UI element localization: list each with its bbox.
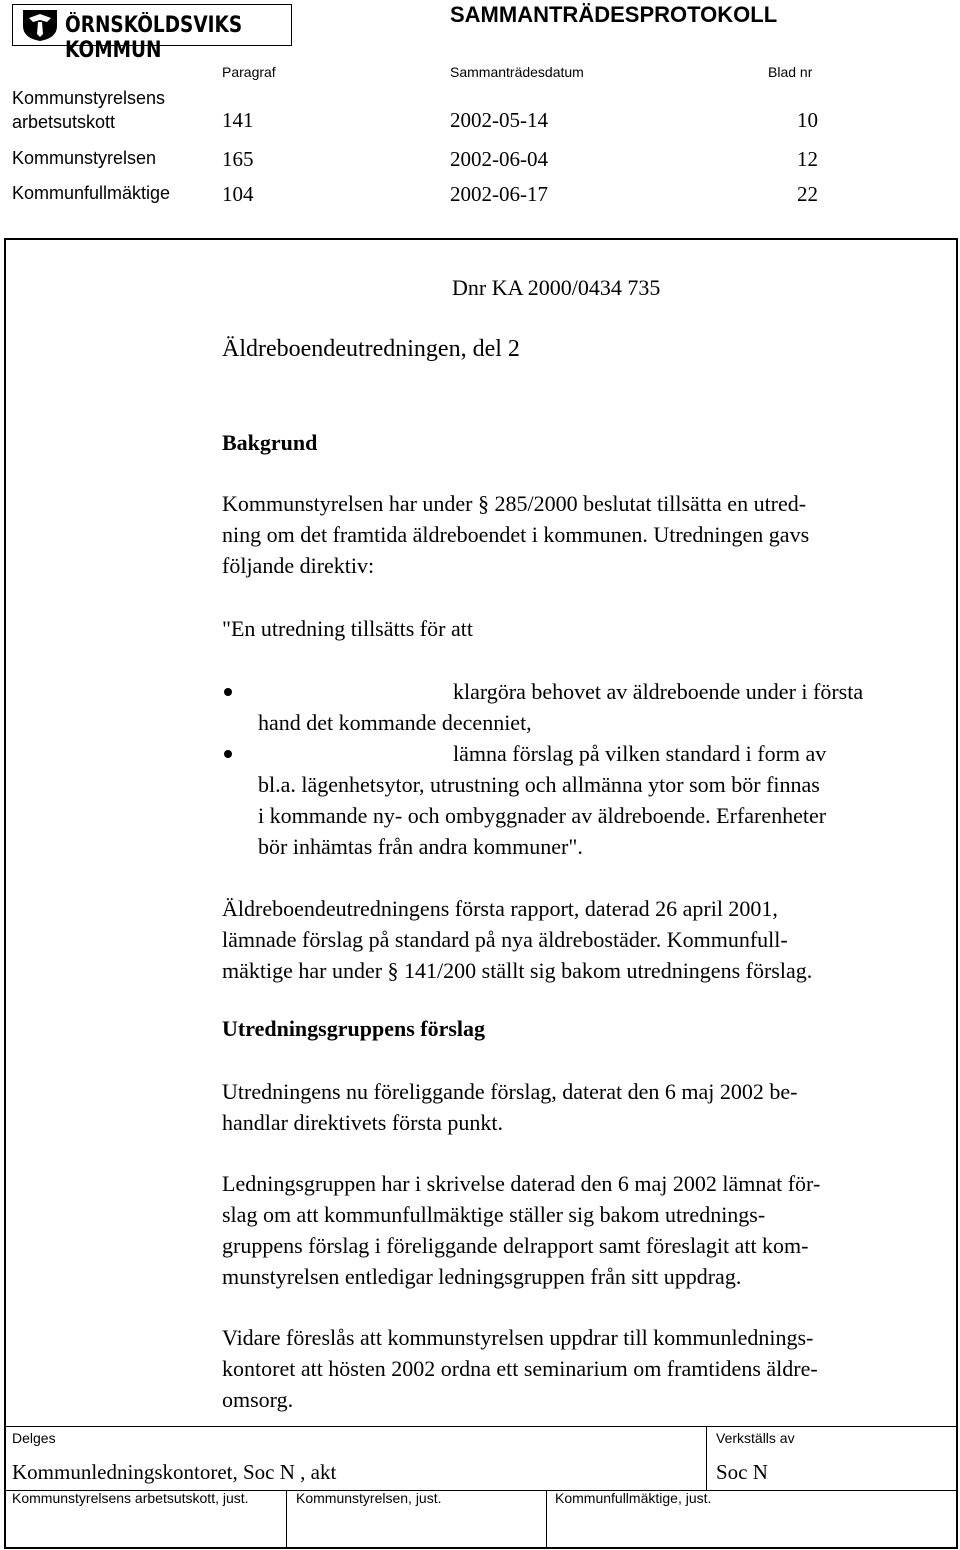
paragraph-line: kontoret att hösten 2002 ordna ett seminarium om framtidens äldre- (222, 1356, 818, 1381)
paragraph-line: Ledningsgruppen har i skrivelse daterad den 6 maj 2002 lämnat för- (222, 1171, 821, 1196)
paragraph-line: Äldreboendeutredningens första rapport, daterad 26 april 2001, (222, 896, 778, 921)
column-heading-page: Blad nr (768, 64, 813, 80)
paragraph-line: ning om det framtida äldreboendet i kommunen. Utredningen gavs (222, 522, 810, 547)
bullet-line: i kommande ny- och ombyggnader av äldreboende. Erfarenheter (258, 803, 827, 828)
bullet-icon (224, 688, 232, 696)
meeting-date: 2002-05-14 (450, 108, 548, 132)
footer-column-divider (286, 1490, 287, 1548)
body-name-line2: arbetsutskott (12, 112, 116, 132)
case-number: Dnr KA 2000/0434 735 (452, 275, 661, 300)
paragraph-line: omsorg. (222, 1387, 294, 1412)
meeting-date: 2002-06-04 (450, 147, 548, 171)
document-type-title: SAMMANTRÄDESPROTOKOLL (450, 2, 778, 27)
paragraph-line: Kommunstyrelsen har under § 285/2000 beslutat tillsätta en utred- (222, 491, 807, 516)
paragraf-number: 165 (222, 147, 254, 171)
column-heading-paragraf: Paragraf (222, 64, 276, 80)
page-number: 22 (797, 182, 818, 206)
paragraph-line: följande direktiv: (222, 553, 375, 578)
footer-divider (4, 1426, 958, 1427)
logo-text: ÖRNSKÖLDSVIKS KOMMUN (65, 13, 243, 63)
heading-bakgrund: Bakgrund (222, 430, 318, 455)
justering-field: Kommunfullmäktige, just. (555, 1490, 712, 1506)
paragraph-line: Utredningens nu föreliggande förslag, daterat den 6 maj 2002 be- (222, 1079, 798, 1104)
bullet-line: bör inhämtas från andra kommuner". (258, 834, 583, 859)
meeting-date: 2002-06-17 (450, 182, 548, 206)
bullet-line: klargöra behovet av äldreboende under i första (453, 679, 864, 704)
body-name: Kommunstyrelsen (12, 148, 157, 168)
body-name-line1: Kommunstyrelsens (12, 88, 166, 108)
paragraph-line: gruppens förslag i föreliggande delrapport samt föreslagit att kom- (222, 1233, 809, 1258)
justering-field: Kommunstyrelsens arbetsutskott, just. (12, 1490, 249, 1506)
paragraph-line: mäktige har under § 141/200 ställt sig bakom utredningens förslag. (222, 958, 813, 983)
paragraph-line: munstyrelsen entledigar ledningsgruppen från sitt uppdrag. (222, 1264, 742, 1289)
body-name: Kommunfullmäktige (12, 183, 171, 203)
quote-intro: "En utredning tillsätts för att (222, 616, 473, 641)
document-title: Äldreboendeutredningen, del 2 (222, 336, 520, 362)
page-number: 12 (797, 147, 818, 171)
bullet-icon (224, 750, 232, 758)
bullet-line: hand det kommande decenniet, (258, 710, 532, 735)
footer-column-divider (706, 1426, 707, 1490)
footer-column-divider (546, 1490, 547, 1548)
column-heading-date: Sammanträdesdatum (450, 64, 584, 80)
justering-field: Kommunstyrelsen, just. (296, 1490, 442, 1506)
delges-label: Delges (12, 1430, 56, 1446)
paragraph-line: slag om att kommunfullmäktige ställer sig bakom utrednings- (222, 1202, 766, 1227)
paragraph-line: lämnade förslag på standard på nya äldrebostäder. Kommunfull- (222, 927, 788, 952)
footer-bottom-border (4, 1547, 958, 1549)
page-number: 10 (797, 108, 818, 132)
coat-of-arms-icon (21, 8, 59, 42)
bullet-line: bl.a. lägenhetsytor, utrustning och allmänna ytor som bör finnas (258, 772, 820, 797)
bullet-line: lämna förslag på vilken standard i form av (453, 741, 827, 766)
paragraph-line: Vidare föreslås att kommunstyrelsen uppdrar till kommunlednings- (222, 1325, 814, 1350)
paragraf-number: 141 (222, 108, 254, 132)
paragraph-line: handlar direktivets första punkt. (222, 1110, 504, 1135)
verkstalls-value: Soc N (716, 1460, 768, 1484)
paragraf-number: 104 (222, 182, 254, 206)
verkstalls-label: Verkställs av (716, 1430, 795, 1446)
delges-value: Kommunledningskontoret, Soc N , akt (12, 1460, 337, 1484)
municipality-logo (12, 4, 292, 63)
heading-utredningsgruppens-forslag: Utredningsgruppens förslag (222, 1016, 486, 1041)
